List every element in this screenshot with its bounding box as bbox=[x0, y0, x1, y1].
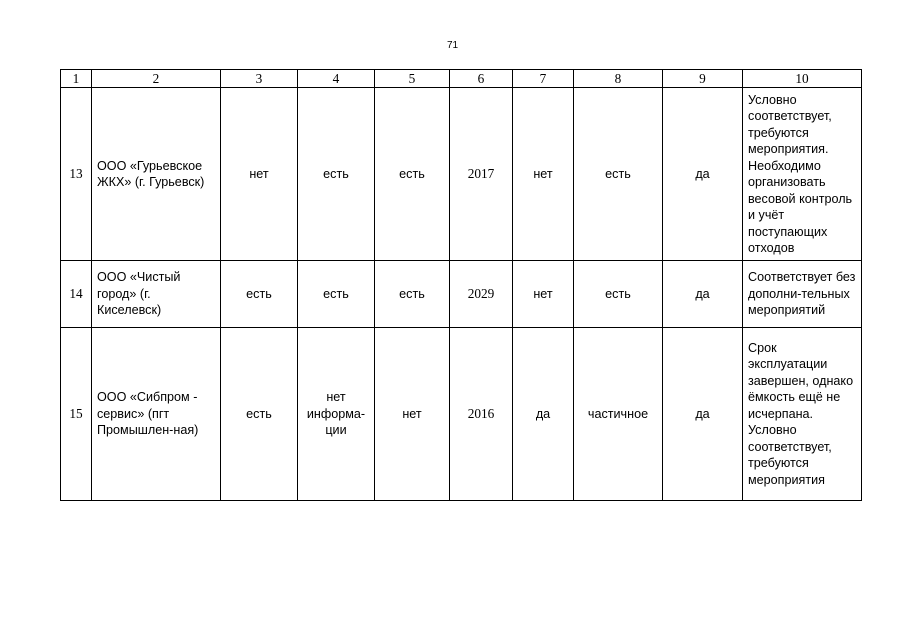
table-header-row bbox=[61, 70, 862, 88]
note-cell: Срок эксплуатации завершен, однако ёмкость ещё не исчерпана. Условно соответствует, требуются мероприятия bbox=[743, 328, 862, 501]
header-cell: 3 bbox=[221, 70, 298, 88]
row-number-cell: 15 bbox=[61, 328, 92, 501]
table-cell: есть bbox=[375, 88, 450, 261]
header-cell: 1 bbox=[61, 70, 92, 88]
data-table bbox=[60, 69, 862, 501]
organization-cell: ООО «Сибпром - сервис» (пгт Промышлен-ная) bbox=[92, 328, 221, 501]
header-cell: 2 bbox=[92, 70, 221, 88]
year-cell: 2029 bbox=[450, 261, 513, 328]
row-number-cell: 14 bbox=[61, 261, 92, 328]
organization-cell: ООО «Чистый город» (г. Киселевск) bbox=[92, 261, 221, 328]
table-cell: нет bbox=[375, 328, 450, 501]
table-cell: есть bbox=[574, 88, 663, 261]
table-cell: есть bbox=[375, 261, 450, 328]
header-cell: 5 bbox=[375, 70, 450, 88]
table-cell: частичное bbox=[574, 328, 663, 501]
header-cell: 10 bbox=[743, 70, 862, 88]
table-cell: да bbox=[663, 261, 743, 328]
header-cell: 8 bbox=[574, 70, 663, 88]
note-cell: Условно соответствует, требуются мероприятия. Необходимо организовать весовой контроль и учёт поступающих отходов bbox=[743, 88, 862, 261]
year-cell: 2017 bbox=[450, 88, 513, 261]
row-number-cell: 13 bbox=[61, 88, 92, 261]
table-cell: есть bbox=[298, 261, 375, 328]
table-cell: есть bbox=[574, 261, 663, 328]
table-row bbox=[61, 328, 862, 501]
table-cell: нет bbox=[513, 88, 574, 261]
table-cell: да bbox=[663, 88, 743, 261]
organization-cell: ООО «Гурьевское ЖКХ» (г. Гурьевск) bbox=[92, 88, 221, 261]
table-cell: нет bbox=[221, 88, 298, 261]
table-cell: нет bbox=[513, 261, 574, 328]
table-cell: есть bbox=[298, 88, 375, 261]
table-row bbox=[61, 261, 862, 328]
page-number: 71 bbox=[446, 40, 459, 51]
table-cell: нет информа-ции bbox=[298, 328, 375, 501]
year-cell: 2016 bbox=[450, 328, 513, 501]
header-cell: 4 bbox=[298, 70, 375, 88]
table-cell: да bbox=[513, 328, 574, 501]
table-cell: да bbox=[663, 328, 743, 501]
table-cell: есть bbox=[221, 328, 298, 501]
note-cell: Соответствует без дополни-тельных мероприятий bbox=[743, 261, 862, 328]
header-cell: 7 bbox=[513, 70, 574, 88]
header-cell: 6 bbox=[450, 70, 513, 88]
table-cell: есть bbox=[221, 261, 298, 328]
header-cell: 9 bbox=[663, 70, 743, 88]
table-row bbox=[61, 88, 862, 261]
